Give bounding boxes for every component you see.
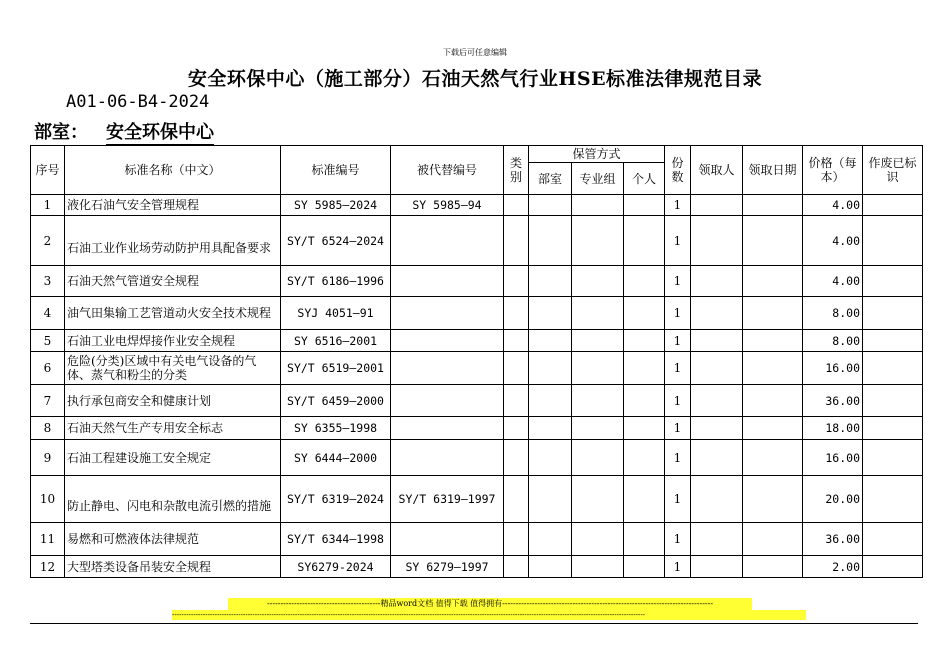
header-name: 标准名称（中文） <box>65 146 281 195</box>
header-date: 领取日期 <box>743 146 803 195</box>
cell-copies: 1 <box>665 476 691 523</box>
cell-copies: 1 <box>665 440 691 476</box>
cell-name <box>65 476 281 523</box>
cell-number: SY/T 6524—2024 <box>281 216 391 266</box>
cell-name: 石油天然气生产专用安全标志 <box>65 417 281 440</box>
table-row <box>31 330 923 352</box>
cell-replaced <box>391 523 504 556</box>
cell-number: SY 6444—2000 <box>281 440 391 476</box>
cell-price: 20.00 <box>803 476 863 523</box>
header-seq: 序号 <box>31 146 65 195</box>
department-value: 安全环保中心 <box>106 122 214 143</box>
cell-name: 大型塔类设备吊装安全规程 <box>65 556 281 578</box>
header-storage-group: 专业组 <box>572 163 624 195</box>
cell-seq: 8 <box>31 417 65 440</box>
cell-seq: 1 <box>31 195 65 216</box>
cell-replaced <box>391 216 504 266</box>
header-price: 价格（每本） <box>803 146 863 195</box>
cell-seq: 3 <box>31 266 65 297</box>
cell-replaced <box>391 330 504 352</box>
cell-number: SY 6516—2001 <box>281 330 391 352</box>
cell-copies: 1 <box>665 523 691 556</box>
cell-seq: 4 <box>31 297 65 330</box>
table-row <box>31 417 923 440</box>
cell-name: 执行承包商安全和健康计划 <box>65 385 281 417</box>
cell-number: SY/T 6519—2001 <box>281 352 391 385</box>
cell-price: 8.00 <box>803 297 863 330</box>
table-row <box>31 523 923 556</box>
page-title: 安全环保中心（施工部分）石油天然气行业HSE标准法律规范目录 <box>187 68 763 90</box>
cell-replaced <box>391 266 504 297</box>
table-row <box>31 440 923 476</box>
cell-price: 36.00 <box>803 385 863 417</box>
cell-replaced: SY/T 6319—1997 <box>391 476 504 523</box>
header-category: 类别 <box>504 146 529 195</box>
cell-price: 16.00 <box>803 440 863 476</box>
cell-seq: 7 <box>31 385 65 417</box>
table-row <box>31 216 923 266</box>
cell-number: SY 5985—2024 <box>281 195 391 216</box>
cell-copies: 1 <box>665 385 691 417</box>
cell-price: 8.00 <box>803 330 863 352</box>
cell-copies: 1 <box>665 216 691 266</box>
cell-copies: 1 <box>665 556 691 578</box>
cell-seq: 12 <box>31 556 65 578</box>
table-row <box>31 556 923 578</box>
cell-copies: 1 <box>665 330 691 352</box>
cell-copies: 1 <box>665 297 691 330</box>
cell-replaced: SY 6279—1997 <box>391 556 504 578</box>
table-row <box>31 476 923 523</box>
cell-seq: 11 <box>31 523 65 556</box>
table-row <box>31 352 923 385</box>
cell-replaced <box>391 440 504 476</box>
cell-name-text: 防止静电、闪电和杂散电流引燃的措施 <box>67 499 272 513</box>
cell-name: 石油工业电焊焊接作业安全规程 <box>65 330 281 352</box>
cell-seq: 9 <box>31 440 65 476</box>
cell-seq: 2 <box>31 216 65 266</box>
header-receiver: 领取人 <box>691 146 743 195</box>
header-number: 标准编号 <box>281 146 391 195</box>
cell-name: 液化石油气安全管理规程 <box>65 195 281 216</box>
cell-seq: 10 <box>31 476 65 523</box>
department-row <box>34 118 214 144</box>
cell-replaced: SY 5985—94 <box>391 195 504 216</box>
cell-seq: 6 <box>31 352 65 385</box>
cell-name <box>65 216 281 266</box>
cell-number: SY/T 6186—1996 <box>281 266 391 297</box>
cell-price: 4.00 <box>803 266 863 297</box>
cell-replaced <box>391 352 504 385</box>
department-label: 部室： <box>34 122 88 143</box>
cell-number: SY 6355—1998 <box>281 417 391 440</box>
cell-copies: 1 <box>665 266 691 297</box>
footer-watermark-band: ------------------------------------------精品word文档 值得下载 值得拥有------------------------------------------------------------------------------ <box>228 598 752 610</box>
cell-name-text: 石油工业作业场劳动防护用具配备要求 <box>67 240 272 255</box>
cell-number: SY/T 6459—2000 <box>281 385 391 417</box>
cell-copies: 1 <box>665 195 691 216</box>
cell-number: SY6279-2024 <box>281 556 391 578</box>
header-storage: 保管方式 <box>529 146 665 163</box>
table-row <box>31 385 923 417</box>
cell-price: 36.00 <box>803 523 863 556</box>
cell-name: 危险(分类)区域中有关电气设备的气体、蒸气和粉尘的分类 <box>65 352 281 385</box>
table-row <box>31 195 923 216</box>
cell-number: SYJ 4051—91 <box>281 297 391 330</box>
table-row <box>31 297 923 330</box>
cell-name: 石油工程建设施工安全规定 <box>65 440 281 476</box>
cell-seq: 5 <box>31 330 65 352</box>
header-obsolete: 作废已标识 <box>863 146 923 195</box>
cell-name: 石油天然气管道安全规程 <box>65 266 281 297</box>
header-replaced: 被代替编号 <box>391 146 504 195</box>
cell-price: 18.00 <box>803 417 863 440</box>
header-storage-dept: 部室 <box>529 163 572 195</box>
cell-price: 2.00 <box>803 556 863 578</box>
cell-name: 油气田集输工艺管道动火安全技术规程 <box>65 297 281 330</box>
header-storage-personal: 个人 <box>624 163 665 195</box>
page-bottom-rule <box>30 623 918 624</box>
cell-replaced <box>391 417 504 440</box>
header-copies: 份数 <box>665 146 691 195</box>
cell-number: SY/T 6344—1998 <box>281 523 391 556</box>
cell-price: 4.00 <box>803 216 863 266</box>
top-note: 下载后可任意编辑 <box>443 48 507 57</box>
cell-replaced <box>391 385 504 417</box>
footer-dash-band: -------------------------------------------------------------------------------------------------------------------------------------------------------------------------------------------------------- <box>172 610 806 620</box>
cell-copies: 1 <box>665 417 691 440</box>
table-row <box>31 266 923 297</box>
cell-number: SY/T 6319—2024 <box>281 476 391 523</box>
cell-price: 16.00 <box>803 352 863 385</box>
document-code: A01-06-B4-2024 <box>66 92 210 112</box>
standards-table <box>30 145 923 578</box>
cell-name: 易燃和可燃液体法律规范 <box>65 523 281 556</box>
cell-copies: 1 <box>665 352 691 385</box>
cell-replaced <box>391 297 504 330</box>
cell-price: 4.00 <box>803 195 863 216</box>
